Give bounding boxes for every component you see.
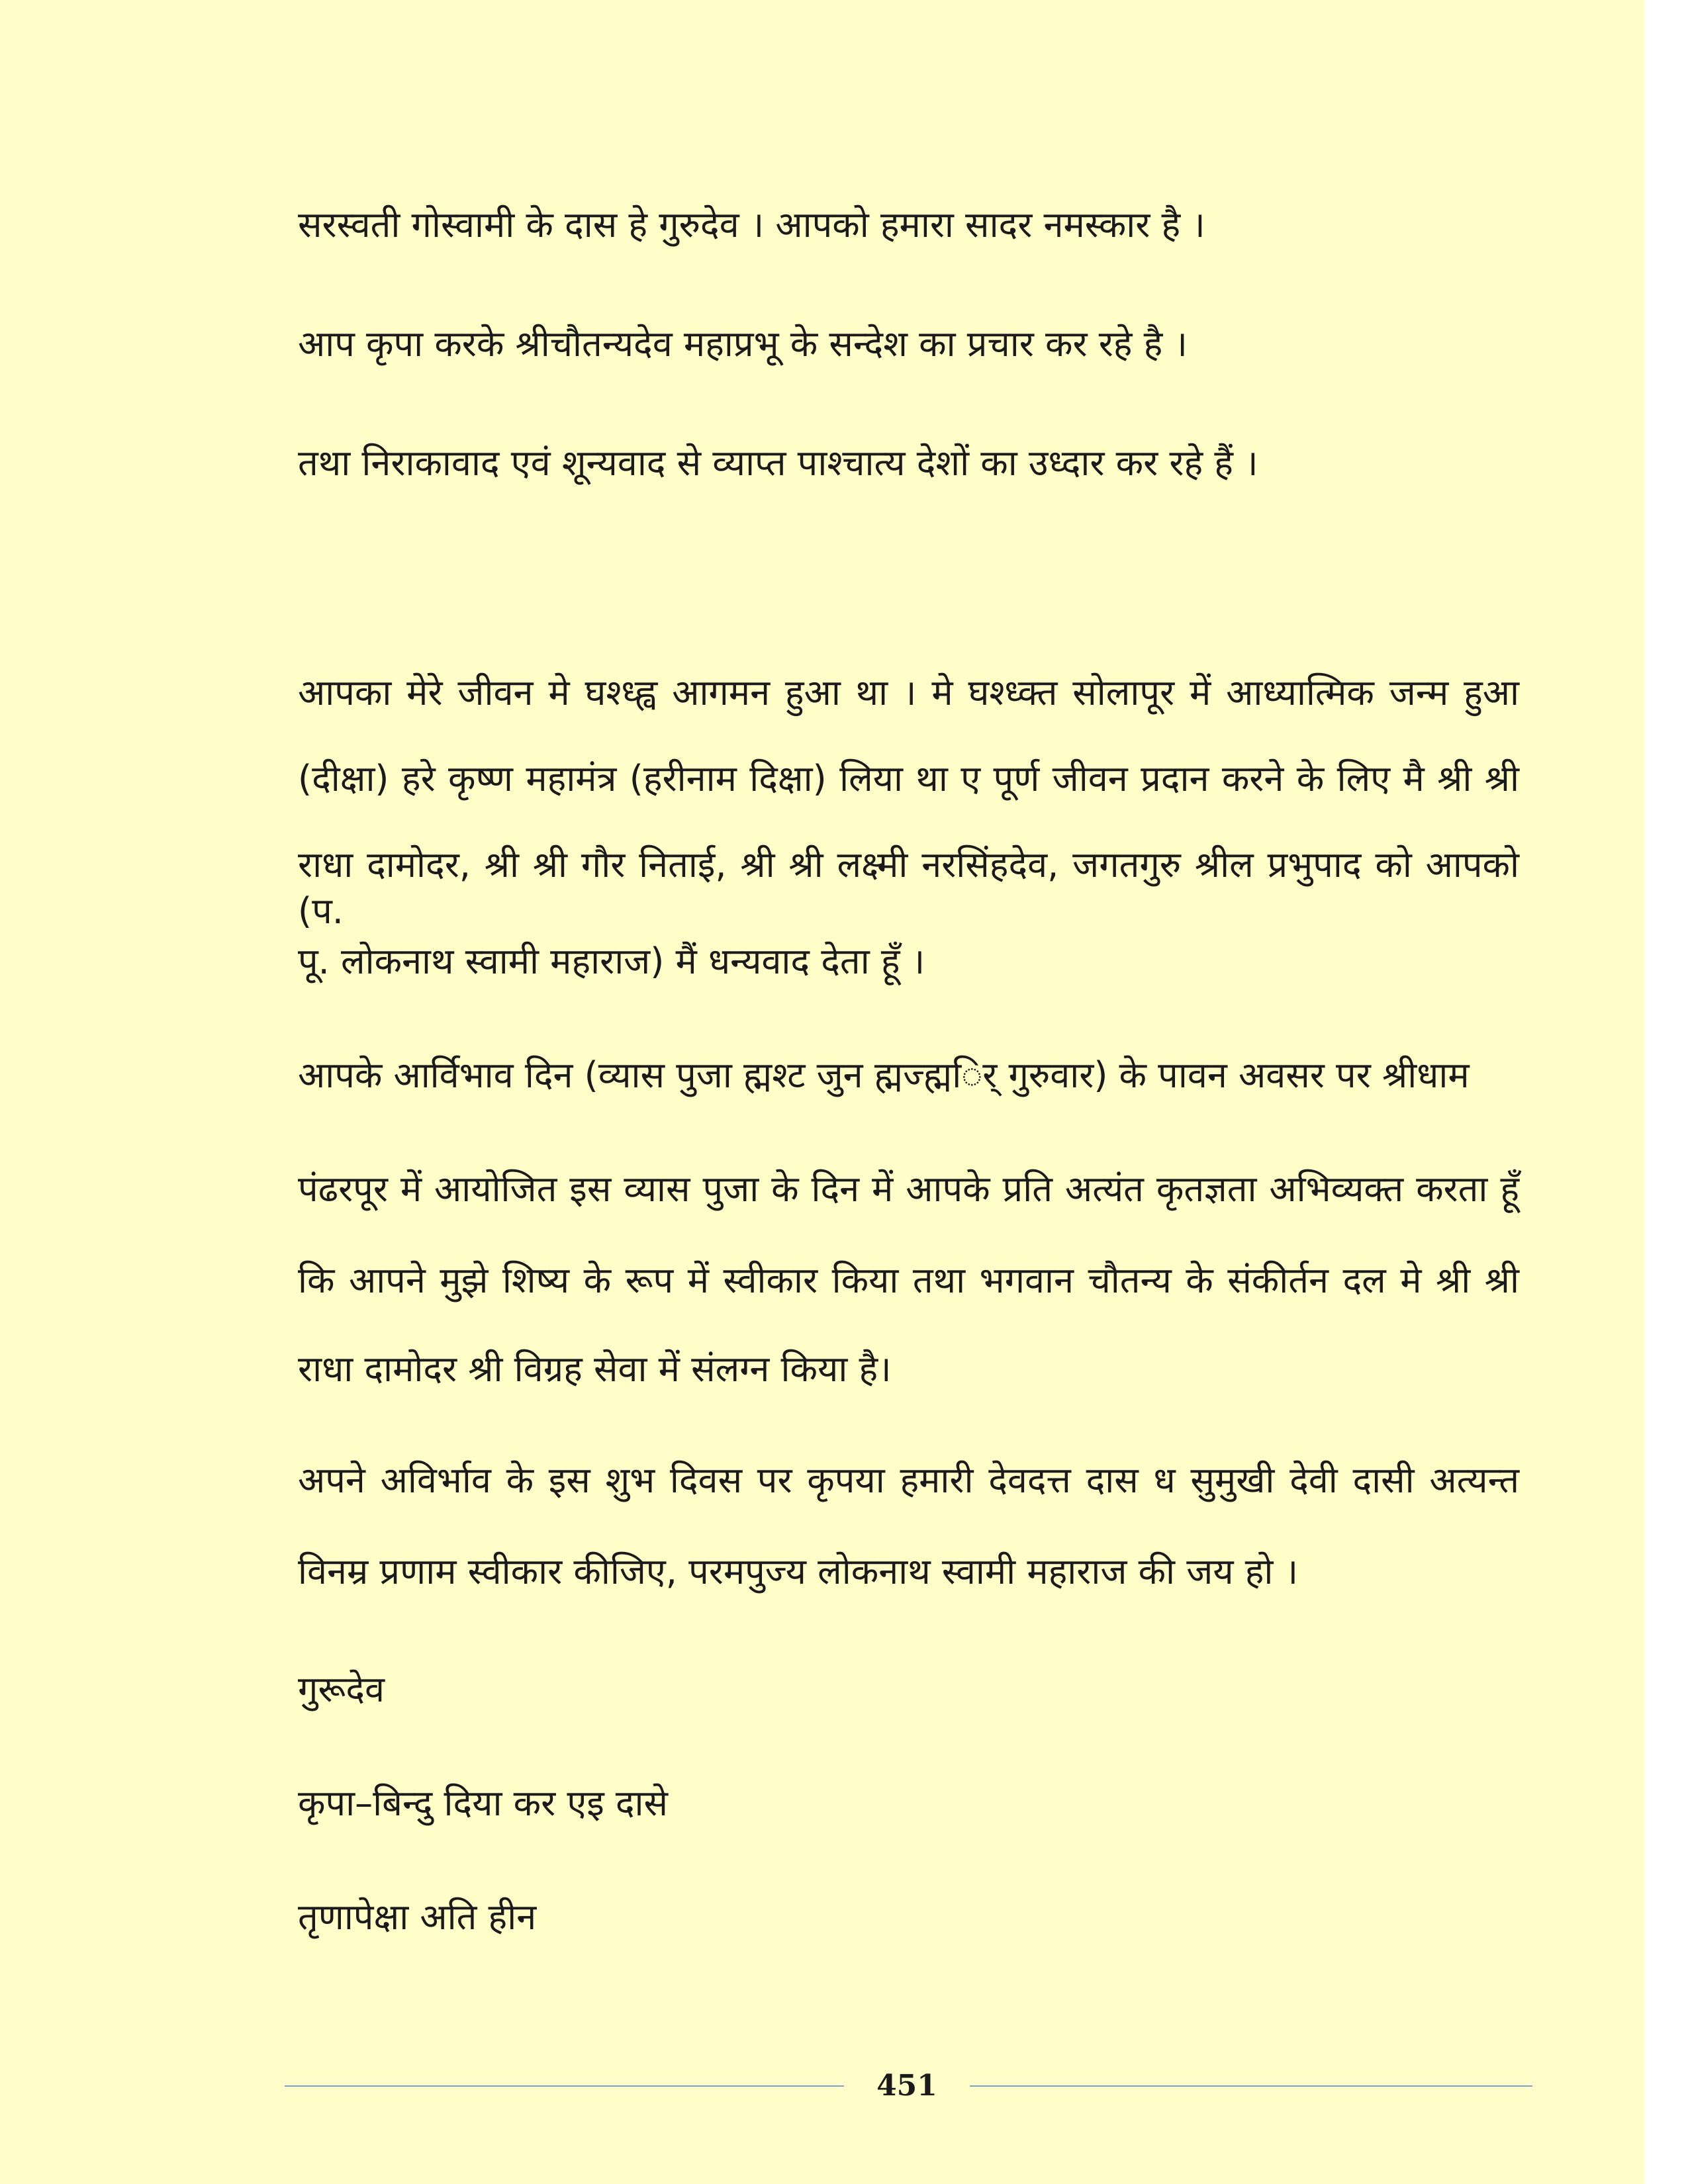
text-line: राधा दामोदर श्री विग्रह सेवा में संलग्न किया है। <box>298 1348 892 1390</box>
text-line: राधा दामोदर, श्री श्री गौर निताई, श्री श्री लक्ष्मी नरसिंहदेव, जगतगुरु श्रील प्रभुपाद को आपको (प. <box>298 844 1519 932</box>
text-line: पू. लोकनाथ स्वामी महाराज) मैं धन्यवाद देता हूँ । <box>298 940 925 982</box>
text-line: विनम्र प्रणाम स्वीकार कीजिए, परमपुज्य लोकनाथ स्वामी महाराज की जय हो । <box>298 1551 1299 1592</box>
page-margin <box>1644 0 1688 2184</box>
page-number: 451 <box>876 2069 937 2103</box>
text-line: तथा निराकावाद एवं शून्यवाद से व्याप्त पाश्चात्य देशों का उध्दार कर रहे हैं । <box>298 442 1258 484</box>
text-line: पंढरपूर में आयोजित इस व्यास पुजा के दिन में आपके प्रति अत्यंत कृतज्ञता अभिव्यक्त करता हूँ <box>298 1168 1519 1210</box>
text-line: आपके आर्विभाव दिन (व्यास पुजा ह्मश्ट जुन ह्मज्ह्मर्ि गुरुवार) के पावन अवसर पर श्रीधाम <box>298 1054 1470 1096</box>
footer-rule-right <box>970 2085 1532 2087</box>
text-line: अपने अविर्भाव के इस शुभ दिवस पर कृपया हमारी देवदत्त दास ध सुमुखी देवी दासी अत्यन्त <box>298 1459 1519 1501</box>
text-line: आप कृपा करके श्रीचौतन्यदेव महाप्रभू के सन्देश का प्रचार कर रहे है । <box>298 323 1188 365</box>
text-line: आपका मेरे जीवन मे घश्ध्ह्व आगमन हुआ था । मे घश्ध्क्त सोलापूर में आध्यात्मिक जन्म हुआ <box>298 672 1519 713</box>
text-line: कि आपने मुझे शिष्य के रूप में स्वीकार किया तथा भगवान चौतन्य के संकीर्तन दल मे श्री श्री <box>298 1259 1519 1301</box>
text-line: गुरूदेव <box>298 1668 385 1710</box>
text-line: सरस्वती गोस्वामी के दास हे गुरुदेव । आपको हमारा सादर नमस्कार है । <box>298 204 1205 246</box>
text-line: (दीक्षा) हरे कृष्ण महामंत्र (हरीनाम दिक्षा) लिया था ए पूर्ण जीवन प्रदान करने के लिए मै श्री श्री <box>298 758 1519 799</box>
text-line: कृपा–बिन्दु दिया कर एइ दासे <box>298 1782 669 1824</box>
footer-rule-left <box>285 2085 844 2087</box>
text-line: तृणापेक्षा अति हीन <box>298 1896 537 1938</box>
